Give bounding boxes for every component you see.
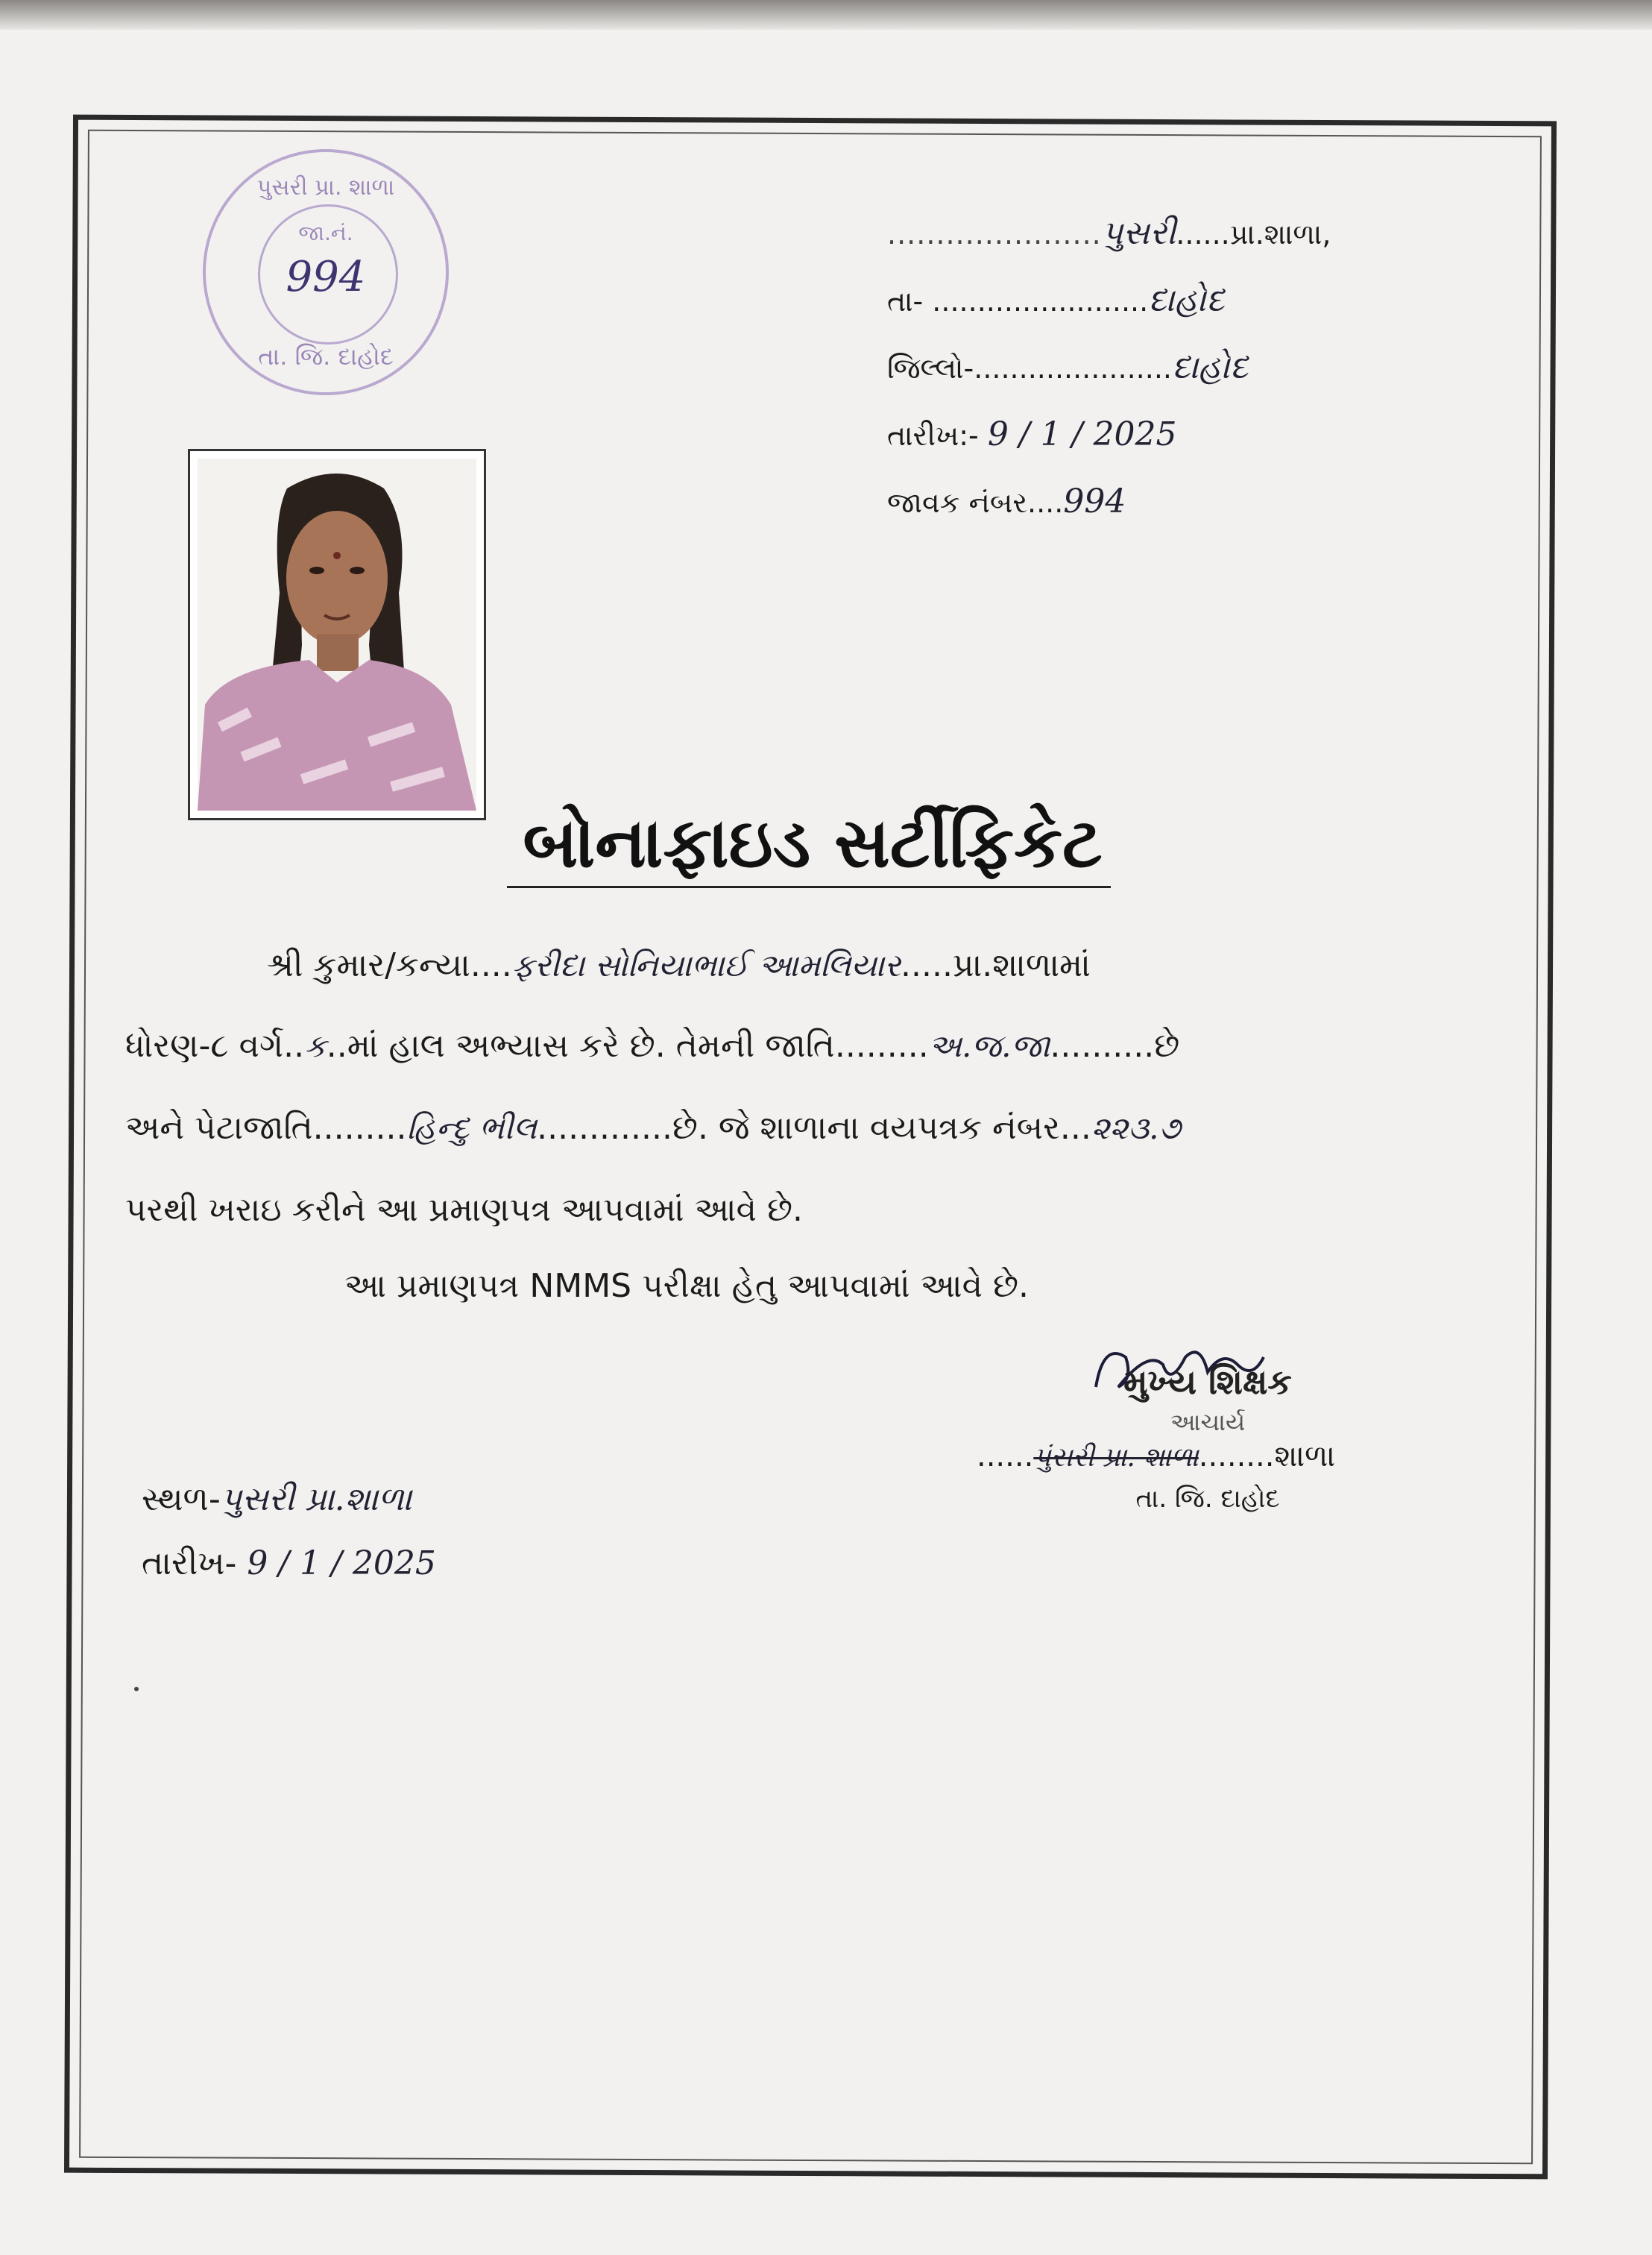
- stamp-number: 994: [286, 253, 366, 301]
- student-photo-image: [198, 459, 476, 811]
- district-line: જિલ્લો-......................દાહોદ: [887, 348, 1249, 386]
- outward-number: 994: [1063, 482, 1126, 520]
- school-stamp: [203, 149, 449, 395]
- school-line: ......................પુસરી......પ્રા.શાળા,: [887, 214, 1331, 252]
- stamp-bottom-text: તા. જિ. દાહોદ: [258, 342, 394, 371]
- signature-school-name: પુંસરી પ્રા. શાળા: [1033, 1442, 1199, 1473]
- footer-date-line: તારીખ- 9 / 1 / 2025: [142, 1544, 436, 1582]
- footer-date-value: 9 / 1 / 2025: [247, 1544, 436, 1582]
- stray-dot: [134, 1687, 139, 1691]
- footer-place-line: સ્થળ-પુસરી પ્રા.શાળા: [142, 1480, 412, 1518]
- register-number: ૨૨૩.૭: [1091, 1110, 1181, 1146]
- body-line-1: શ્રી કુમાર/કન્યા....ફરીદા સોનિયાભાઈ આમલિયાર.....પ્રા.શાળામાં: [267, 946, 1091, 984]
- footer-place-value: પુસરી પ્રા.શાળા: [220, 1480, 412, 1518]
- body-line-2: ધોરણ-૮ વર્ગ..ક..માં હાલ અભ્યાસ કરે છે. તેમની જાતિ.........અ.જ.જા..........છે: [125, 1027, 1180, 1065]
- signature-subtitle: આચાર્ય: [1170, 1408, 1246, 1436]
- student-photo: [188, 449, 486, 820]
- paper-top-edge: [0, 0, 1652, 30]
- stamp-reg-label: જા.નં.: [298, 221, 353, 245]
- taluka-value: દાહોદ: [1148, 281, 1225, 319]
- outward-number-line: જાવક નંબર....994: [887, 482, 1126, 520]
- date-value: 9 / 1 / 2025: [987, 415, 1177, 453]
- title-underline: [507, 886, 1111, 888]
- caste-value: અ.જ.જા: [928, 1028, 1050, 1064]
- body-line-5: આ પ્રમાણપત્ર NMMS પરીક્ષા હેતુ આપવામાં આવે છે.: [344, 1267, 1030, 1305]
- signature-school-line: ......પુંસરી પ્રા. શાળા........શાળા: [977, 1439, 1336, 1474]
- stamp-top-text: પુસરી પ્રા. શાળા: [256, 174, 395, 201]
- class-section: ક: [304, 1028, 327, 1064]
- header-block: [887, 200, 1454, 535]
- body-line-4: પરથી ખરાઇ કરીને આ પ્રમાણપત્ર આપવામાં આવે છે.: [125, 1191, 803, 1229]
- taluka-line: તા- ........................દાહોદ: [887, 281, 1225, 319]
- date-line: તારીખ:- 9 / 1 / 2025: [887, 415, 1177, 453]
- district-value: દાહોદ: [1171, 348, 1249, 386]
- school-name: પુસરી: [1101, 214, 1176, 252]
- certificate-title: બોનાફાઇડ સર્ટીફિકેટ: [523, 802, 1103, 883]
- student-name: ફરીદા સોનિયાભાઈ આમલિયાર: [511, 947, 901, 984]
- signature-title: મુખ્ય શિક્ષક: [1123, 1362, 1292, 1402]
- sub-caste-value: હિન્દુ ભીલ: [406, 1110, 537, 1146]
- body-line-3: અને પેટાજાતિ.........હિન્દુ ભીલ.............છે. જે શાળાના વયપત્રક નંબર...૨૨૩.૭: [125, 1109, 1181, 1147]
- signature-place: તા. જિ. દાહોદ: [1135, 1484, 1280, 1514]
